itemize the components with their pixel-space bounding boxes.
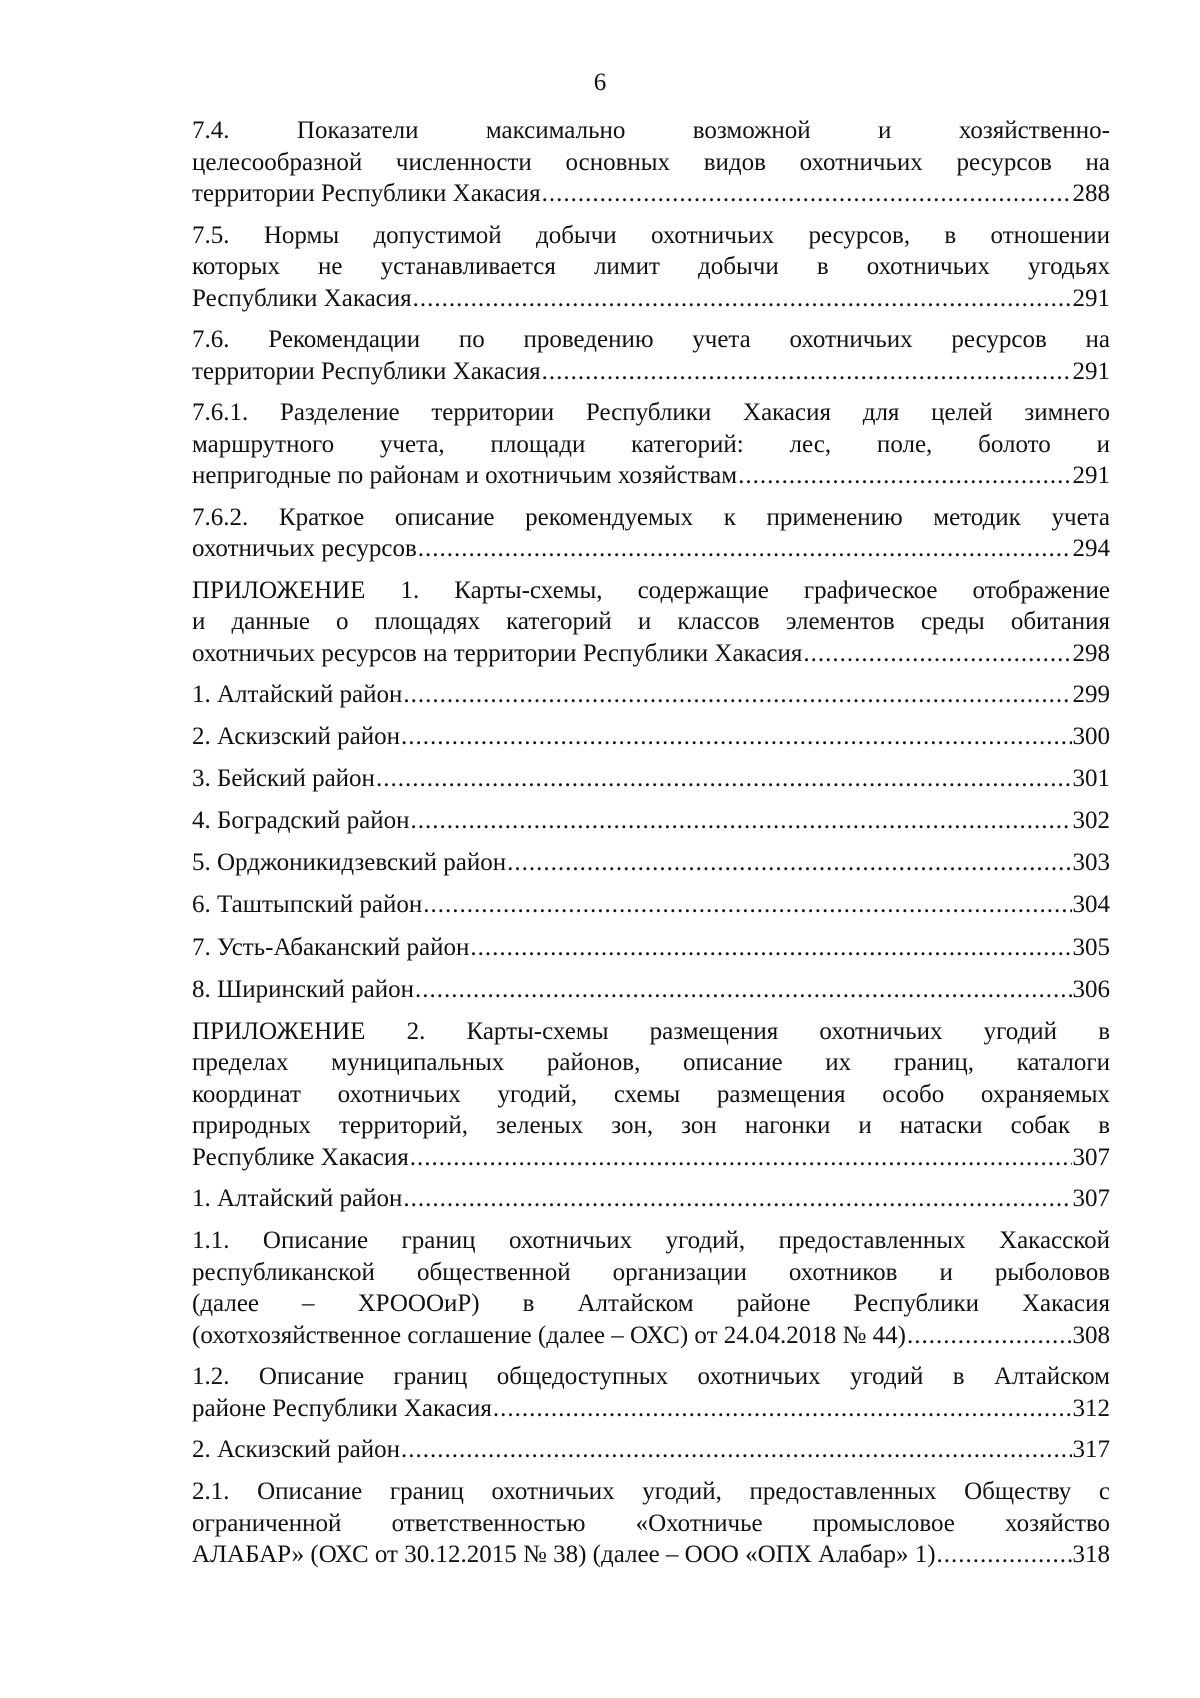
toc-entry-last-line [192,638,1110,670]
toc-entry-title: 4. Боградский район [192,807,410,835]
toc-entry [192,805,1110,837]
toc-entry [192,1183,1110,1215]
toc-entry [192,889,1110,921]
toc-entry-title: 3. Бейский район [192,765,375,793]
toc-entry [192,932,1110,964]
toc-entry-page: 307 [1072,1143,1110,1171]
toc-entry [192,1476,1110,1571]
toc-entry [192,115,1110,210]
toc-entry-page: 304 [1072,891,1110,919]
toc-entry-line: маршрутного учета, площади категорий: лес, поле, болото и [192,430,1110,458]
toc-entry-last-line [192,1320,1110,1352]
toc-entry-line: 7.5. Нормы допустимой добычи охотничьих ресурсов, в отношении [192,221,1110,249]
toc-entry-title: АЛАБАР» (ОХС от 30.12.2015 № 38) (далее – ООО «ОПХ Алабар» 1) [192,1541,936,1569]
toc-entry-line: 7.4. Показатели максимально возможной и хозяйственно- [192,117,1110,144]
toc-entry-last-line [192,763,1110,795]
toc-entry-line: 7.6.1. Разделение территории Республики Хакасия для целей зимнего [192,399,1110,426]
dot-leader [413,283,1072,315]
toc-entry-page: 318 [1072,1541,1110,1569]
toc-entry-title: районе Республики Хакасия [192,1394,492,1422]
toc-entry-title: 7. Усть-Абаканский район [192,933,470,961]
dot-leader [470,932,1071,964]
dot-leader [418,533,1072,565]
toc-entry [192,679,1110,711]
toc-entry-line: и данные о площадях категорий и классов элементов среды обитания [192,608,1110,635]
toc-entry-last-line [192,721,1110,753]
toc-entry-last-line [192,1142,1110,1174]
toc-entry-line: ограниченной ответственностью «Охотничье промысловое хозяйство [192,1509,1110,1537]
dot-leader [403,1183,1071,1215]
dot-leader [803,638,1071,670]
toc-entry-line: ПРИЛОЖЕНИЕ 2. Карты-схемы размещения охотничьих угодий в [192,1017,1110,1045]
toc-entry-last-line [192,805,1110,837]
toc-entry-page: 305 [1072,933,1110,961]
toc-entry-page: 291 [1072,284,1110,312]
toc-entry [192,721,1110,753]
toc-entry-last-line [192,847,1110,879]
toc-entry-last-line [192,932,1110,964]
toc-entry [192,974,1110,1006]
toc-entry-line: которых не устанавливается лимит добычи в охотничьих угодьях [192,253,1110,280]
dot-leader [507,847,1071,879]
toc-entry-title: охотничьих ресурсов [192,535,417,562]
dot-leader [410,1142,1072,1174]
dot-leader [376,763,1072,795]
toc-entry-last-line [192,356,1110,388]
toc-entry-page: 291 [1072,462,1110,489]
toc-entry-page: 312 [1072,1394,1110,1422]
toc-entry-page: 299 [1072,681,1110,708]
dot-leader [411,805,1072,837]
toc-entry-line: республиканской общественной организации охотников и рыболовов [192,1258,1110,1286]
toc-entry-last-line [192,1434,1110,1466]
toc-entry-page: 308 [1072,1321,1110,1349]
toc-entry-last-line [192,1393,1110,1425]
table-of-contents [192,115,1110,1581]
dot-leader [542,356,1072,388]
toc-entry-page: 300 [1072,723,1110,751]
toc-entry-line: 1.2. Описание границ общедоступных охотничьих угодий в Алтайском [192,1363,1110,1391]
toc-entry-last-line [192,1539,1110,1571]
dot-leader [937,1539,1072,1571]
toc-entry-line: 7.6.2. Краткое описание рекомендуемых к применению методик учета [192,503,1110,531]
toc-entry-page: 288 [1072,180,1110,207]
dot-leader [542,178,1072,210]
toc-entry-line: 2.1. Описание границ охотничьих угодий, предоставленных Обществу с [192,1478,1110,1506]
toc-entry-page: 302 [1072,807,1110,835]
toc-entry [192,220,1110,315]
toc-entry [192,397,1110,492]
dot-leader [907,1320,1072,1352]
toc-entry-title: 6. Таштыпский район [192,891,423,919]
toc-entry-title: непригодные по районам и охотничьим хозяйствам [192,462,738,489]
toc-entry-title: (охотхозяйственное соглашение (далее – ОХС) от 24.04.2018 № 44) [192,1321,906,1349]
toc-entry-page: 306 [1072,975,1110,1003]
dot-leader [423,889,1071,921]
toc-entry-line: (далее – ХРОООиР) в Алтайском районе Республики Хакасия [192,1290,1110,1318]
toc-entry [192,1225,1110,1351]
toc-entry-title: 8. Ширинский район [192,975,414,1003]
toc-entry-last-line [192,460,1110,492]
toc-entry-line: ПРИЛОЖЕНИЕ 1. Карты-схемы, содержащие графическое отображение [192,576,1110,604]
toc-entry-line: 7.6. Рекомендации по проведению учета охотничьих ресурсов на [192,326,1110,353]
dot-leader [403,679,1071,711]
toc-entry-line: 1.1. Описание границ охотничьих угодий, предоставленных Хакасской [192,1227,1110,1255]
toc-entry-title: 1. Алтайский район [192,681,403,708]
toc-entry-title: 1. Алтайский район [192,1185,403,1213]
dot-leader [415,974,1072,1006]
toc-entry-line: природных территорий, зеленых зон, зон нагонки и натаски собак в [192,1112,1110,1140]
toc-entry [192,1361,1110,1424]
toc-entry [192,324,1110,387]
toc-entry-title: 2. Аскизский район [192,723,401,751]
toc-entry-line: пределах муниципальных районов, описание их границ, каталоги [192,1049,1110,1077]
toc-entry-page: 294 [1072,535,1110,562]
dot-leader [401,721,1071,753]
toc-entry-page: 317 [1072,1436,1110,1464]
toc-entry-line: координат охотничьих угодий, схемы размещения особо охраняемых [192,1080,1110,1108]
page-number: 6 [593,69,607,96]
dot-leader [738,460,1071,492]
dot-leader [493,1393,1072,1425]
toc-entry-last-line [192,1183,1110,1215]
toc-entry-title: 2. Аскизский район [192,1436,401,1464]
toc-entry-page: 307 [1072,1185,1110,1213]
toc-entry-last-line [192,283,1110,315]
toc-entry-page: 301 [1072,765,1110,793]
toc-entry-title: 5. Орджоникидзевский район [192,849,507,877]
toc-entry [192,1016,1110,1174]
toc-entry-title: территории Республики Хакасия [192,180,541,207]
toc-entry-title: охотничьих ресурсов на территории Республики Хакасия [192,639,803,667]
dot-leader [401,1434,1071,1466]
toc-entry-title: территории Республики Хакасия [192,357,541,385]
toc-entry [192,763,1110,795]
toc-entry-last-line [192,974,1110,1006]
toc-entry [192,502,1110,565]
toc-entry-last-line [192,178,1110,210]
toc-entry-title: Республики Хакасия [192,284,412,312]
toc-entry-page: 291 [1072,357,1110,385]
toc-entry-last-line [192,679,1110,711]
toc-entry-page: 303 [1072,849,1110,877]
toc-entry [192,575,1110,670]
toc-entry [192,847,1110,879]
toc-entry-page: 298 [1072,639,1110,667]
toc-entry-last-line [192,889,1110,921]
toc-entry-last-line [192,533,1110,565]
toc-entry [192,1434,1110,1466]
toc-entry-line: целесообразной численности основных видов охотничьих ресурсов на [192,148,1110,176]
toc-entry-title: Республике Хакасия [192,1143,409,1171]
